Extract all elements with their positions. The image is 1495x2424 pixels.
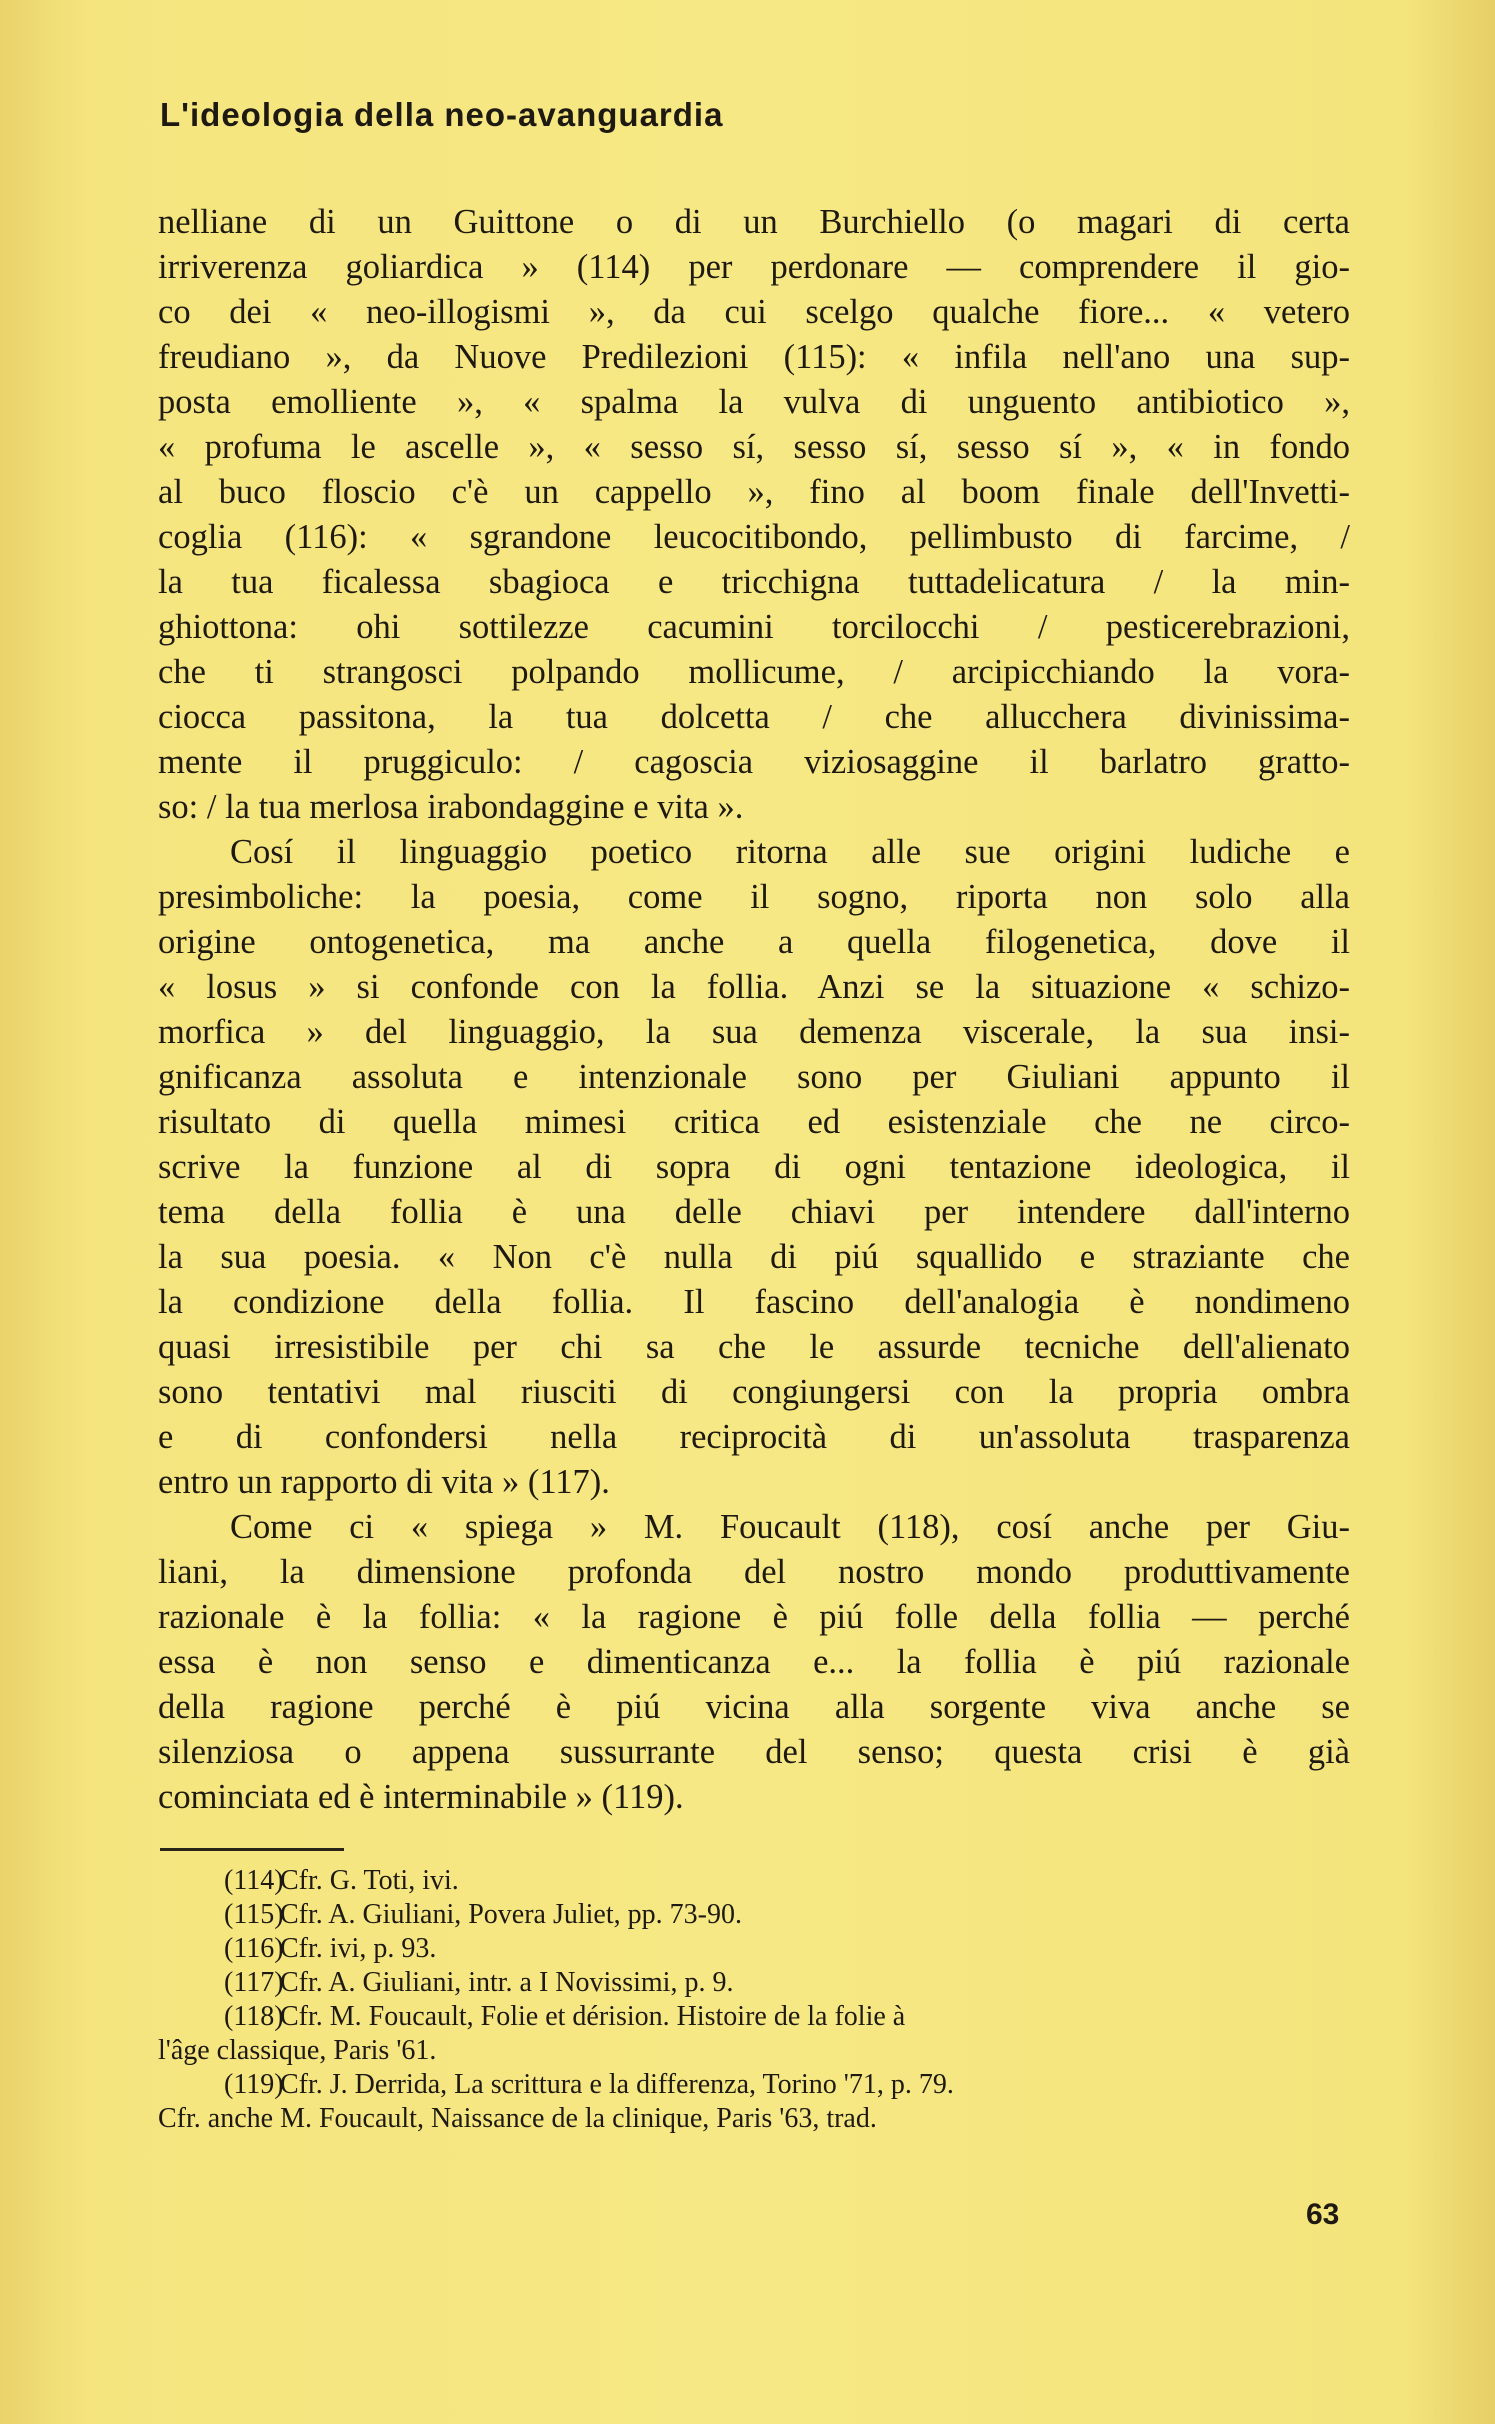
- footnote-number: (114): [224, 1865, 284, 1896]
- text-line: della ragione perché è piú vicina alla sorgente viva anche se: [158, 1688, 1350, 1726]
- text-line: cominciata ed è interminabile » (119).: [158, 1778, 684, 1816]
- text-line: la condizione della follia. Il fascino dell'analogia è nondimeno: [158, 1283, 1350, 1321]
- text-line: e di confondersi nella reciprocità di un'assoluta trasparenza: [158, 1418, 1350, 1456]
- text-line: presimboliche: la poesia, come il sogno, riporta non solo alla: [158, 878, 1350, 916]
- text-line: nelliane di un Guittone o di un Burchiello (o magari di certa: [158, 203, 1350, 241]
- footnote-number: (117): [224, 1967, 284, 1998]
- text-line: scrive la funzione al di sopra di ogni tentazione ideologica, il: [158, 1148, 1350, 1186]
- text-line: coglia (116): « sgrandone leucocitibondo, pellimbusto di farcime, /: [158, 518, 1350, 556]
- text-line: quasi irresistibile per chi sa che le assurde tecniche dell'alienato: [158, 1328, 1350, 1366]
- text-line: la sua poesia. « Non c'è nulla di piú squallido e straziante che: [158, 1238, 1350, 1276]
- body-text: [158, 200, 1350, 1820]
- text-line: liani, la dimensione profonda del nostro mondo produttivamente: [158, 1553, 1350, 1591]
- running-head: L'ideologia della neo-avanguardia: [160, 96, 724, 133]
- footnote-number: (115): [224, 1899, 284, 1930]
- text-line: la tua ficalessa sbagioca e tricchigna tuttadelicatura / la min-: [158, 563, 1350, 601]
- footnote: [158, 1898, 1350, 1932]
- footnote: [158, 1864, 1350, 1898]
- footnotes: [158, 1864, 1350, 2136]
- text-line: mente il pruggiculo: / cagoscia viziosaggine il barlatro gratto-: [158, 743, 1350, 781]
- text-line: razionale è la follia: « la ragione è piú folle della follia — perché: [158, 1598, 1350, 1636]
- text-line: « profuma le ascelle », « sesso sí, sesso sí, sesso sí », « in fondo: [158, 428, 1350, 466]
- text-line: ghiottona: ohi sottilezze cacumini torcilocchi / pesticerebrazioni,: [158, 608, 1350, 646]
- text-line: irriverenza goliardica » (114) per perdonare — comprendere il gio-: [158, 248, 1350, 286]
- footnote-text: Cfr. anche M. Foucault, Naissance de la clinique, Paris '63, trad.: [158, 2103, 877, 2134]
- text-line: tema della follia è una delle chiavi per intendere dall'interno: [158, 1193, 1350, 1231]
- text-line: essa è non senso e dimenticanza e... la follia è piú razionale: [158, 1643, 1350, 1681]
- footnote-separator: [160, 1848, 344, 1851]
- footnote-number: (116): [224, 1933, 284, 1964]
- page-number: 63: [1306, 2198, 1340, 2231]
- text-line: freudiano », da Nuove Predilezioni (115): « infila nell'ano una sup-: [158, 338, 1350, 376]
- footnote: [158, 1932, 1350, 1966]
- footnote: [158, 2000, 1350, 2034]
- footnote-text: l'âge classique, Paris '61.: [158, 2035, 437, 2066]
- text-line: origine ontogenetica, ma anche a quella filogenetica, dove il: [158, 923, 1350, 961]
- text-line: morfica » del linguaggio, la sua demenza viscerale, la sua insi-: [158, 1013, 1350, 1051]
- footnote-number: (118): [224, 2001, 284, 2032]
- text-line: al buco floscio c'è un cappello », fino al boom finale dell'Invetti-: [158, 473, 1350, 511]
- footnote: [158, 2068, 1350, 2102]
- text-line: gnificanza assoluta e intenzionale sono per Giuliani appunto il: [158, 1058, 1350, 1096]
- footnote-text: Cfr. G. Toti, ivi.: [280, 1865, 459, 1896]
- text-line: Cosí il linguaggio poetico ritorna alle sue origini ludiche e: [230, 833, 1350, 871]
- text-line: posta emolliente », « spalma la vulva di unguento antibiotico »,: [158, 383, 1350, 421]
- text-line: che ti strangosci polpando mollicume, / arcipicchiando la vora-: [158, 653, 1350, 691]
- text-line: Come ci « spiega » M. Foucault (118), cosí anche per Giu-: [230, 1508, 1350, 1546]
- text-line: silenziosa o appena sussurrante del senso; questa crisi è già: [158, 1733, 1350, 1771]
- footnote-text: Cfr. M. Foucault, Folie et dérision. Histoire de la folie à: [280, 2001, 906, 2032]
- text-line: risultato di quella mimesi critica ed esistenziale che ne circo-: [158, 1103, 1350, 1141]
- footnote-text: Cfr. A. Giuliani, intr. a I Novissimi, p. 9.: [280, 1967, 734, 1998]
- text-line: co dei « neo-illogismi », da cui scelgo qualche fiore... « vetero: [158, 293, 1350, 331]
- text-line: so: / la tua merlosa irabondaggine e vita ».: [158, 788, 744, 826]
- footnote-text: Cfr. A. Giuliani, Povera Juliet, pp. 73-90.: [280, 1899, 742, 1930]
- footnote: [158, 1966, 1350, 2000]
- footnote-continuation: [158, 2102, 1350, 2136]
- text-line: ciocca passitona, la tua dolcetta / che allucchera divinissima-: [158, 698, 1350, 736]
- text-line: « losus » si confonde con la follia. Anzi se la situazione « schizo-: [158, 968, 1350, 1006]
- text-line: sono tentativi mal riusciti di congiungersi con la propria ombra: [158, 1373, 1350, 1411]
- text-line: entro un rapporto di vita » (117).: [158, 1463, 610, 1501]
- footnote-number: (119): [224, 2069, 284, 2100]
- footnote-text: Cfr. ivi, p. 93.: [280, 1933, 437, 1964]
- footnote-text: Cfr. J. Derrida, La scrittura e la differenza, Torino '71, p. 79.: [280, 2069, 954, 2100]
- footnote-continuation: [158, 2034, 1350, 2068]
